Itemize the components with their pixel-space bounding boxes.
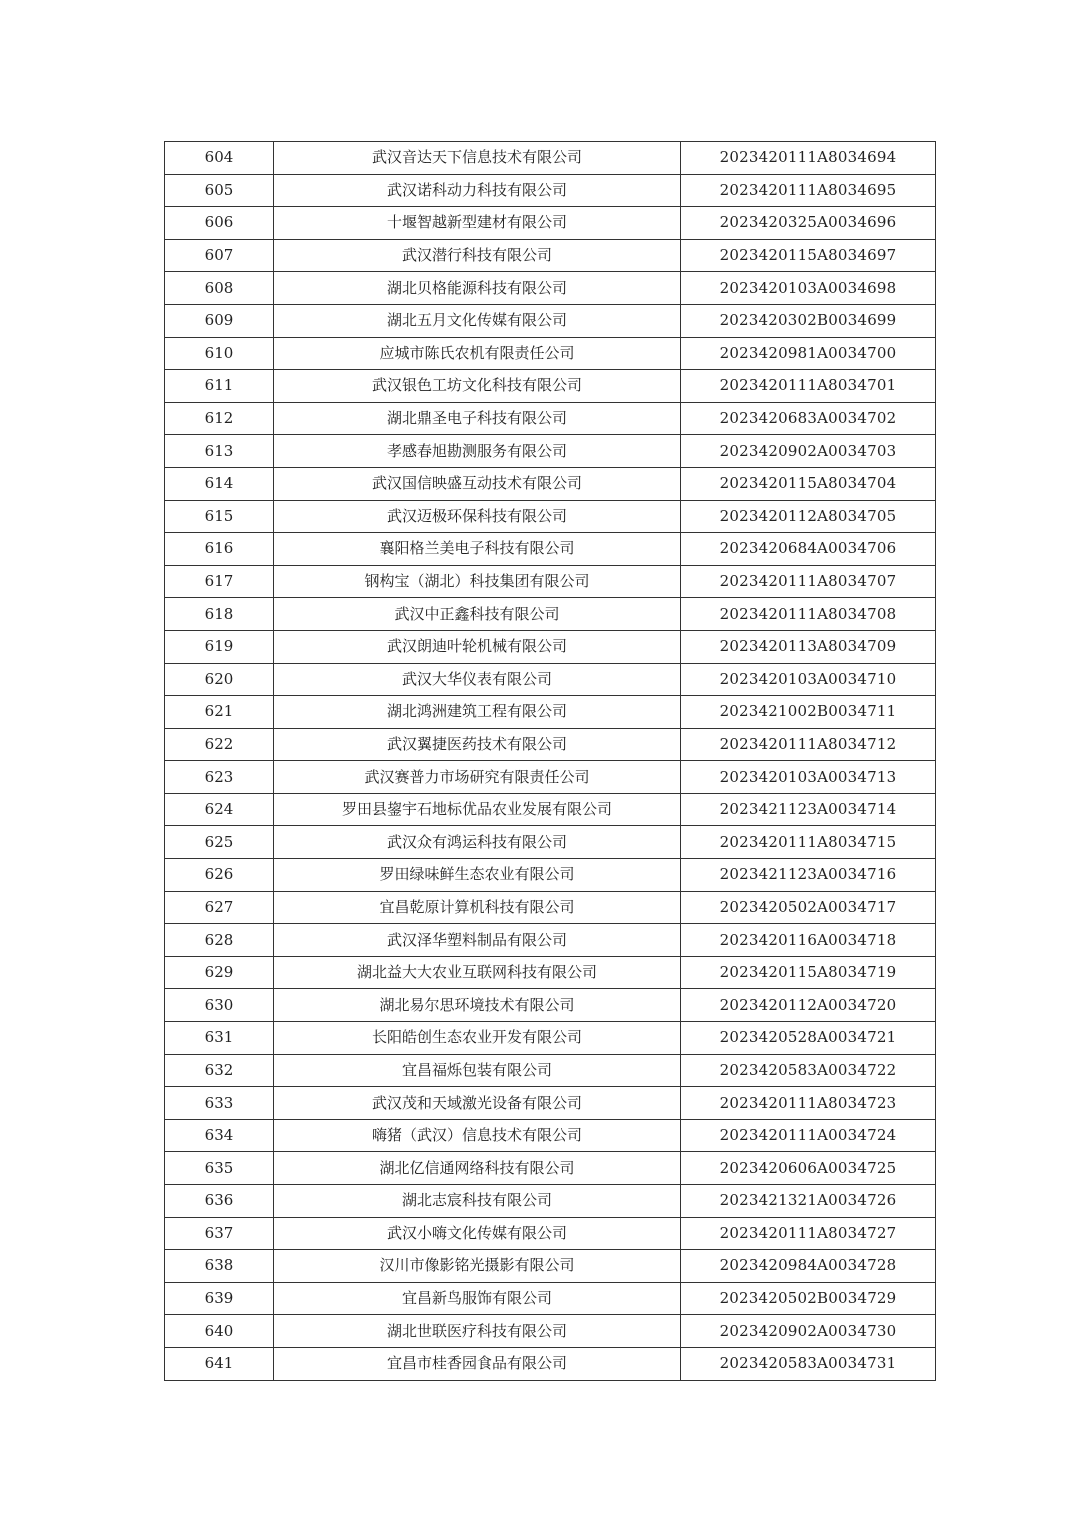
company-name-cell: 宜昌乾原计算机科技有限公司 bbox=[274, 891, 681, 924]
row-number-cell: 616 bbox=[165, 533, 274, 566]
table-row bbox=[165, 435, 936, 468]
table-row bbox=[165, 728, 936, 761]
company-registry-table bbox=[164, 141, 936, 1381]
row-number-cell: 614 bbox=[165, 467, 274, 500]
row-number-cell: 623 bbox=[165, 761, 274, 794]
row-number-cell: 621 bbox=[165, 696, 274, 729]
registry-table-body bbox=[165, 142, 936, 1381]
registration-code-cell: 2023420981A0034700 bbox=[681, 337, 936, 370]
table-row bbox=[165, 1022, 936, 1055]
table-row bbox=[165, 761, 936, 794]
registration-code-cell: 2023420606A0034725 bbox=[681, 1152, 936, 1185]
company-name-cell: 武汉中正鑫科技有限公司 bbox=[274, 598, 681, 631]
row-number-cell: 640 bbox=[165, 1315, 274, 1348]
registration-code-cell: 2023420103A0034698 bbox=[681, 272, 936, 305]
registration-code-cell: 2023420984A0034728 bbox=[681, 1250, 936, 1283]
registration-code-cell: 2023420103A0034710 bbox=[681, 663, 936, 696]
registration-code-cell: 2023420684A0034706 bbox=[681, 533, 936, 566]
registration-code-cell: 2023420113A8034709 bbox=[681, 630, 936, 663]
table-row bbox=[165, 663, 936, 696]
registration-code-cell: 2023421123A0034714 bbox=[681, 793, 936, 826]
table-row bbox=[165, 826, 936, 859]
registration-code-cell: 2023420111A8034727 bbox=[681, 1217, 936, 1250]
company-name-cell: 孝感春旭勘测服务有限公司 bbox=[274, 435, 681, 468]
company-name-cell: 湖北益大大农业互联网科技有限公司 bbox=[274, 956, 681, 989]
registration-code-cell: 2023421123A0034716 bbox=[681, 859, 936, 892]
table-row bbox=[165, 1185, 936, 1218]
row-number-cell: 606 bbox=[165, 207, 274, 240]
table-row bbox=[165, 467, 936, 500]
row-number-cell: 617 bbox=[165, 565, 274, 598]
table-row bbox=[165, 696, 936, 729]
table-row bbox=[165, 598, 936, 631]
row-number-cell: 615 bbox=[165, 500, 274, 533]
table-row bbox=[165, 304, 936, 337]
company-name-cell: 武汉朗迪叶轮机械有限公司 bbox=[274, 630, 681, 663]
row-number-cell: 628 bbox=[165, 924, 274, 957]
table-row bbox=[165, 370, 936, 403]
table-row bbox=[165, 1087, 936, 1120]
registration-code-cell: 2023420502B0034729 bbox=[681, 1282, 936, 1315]
company-name-cell: 湖北鼎圣电子科技有限公司 bbox=[274, 402, 681, 435]
company-name-cell: 武汉赛普力市场研究有限责任公司 bbox=[274, 761, 681, 794]
row-number-cell: 622 bbox=[165, 728, 274, 761]
row-number-cell: 610 bbox=[165, 337, 274, 370]
row-number-cell: 605 bbox=[165, 174, 274, 207]
registration-code-cell: 2023420115A8034704 bbox=[681, 467, 936, 500]
company-name-cell: 宜昌福烁包装有限公司 bbox=[274, 1054, 681, 1087]
table-row bbox=[165, 1152, 936, 1185]
registration-code-cell: 2023420112A8034705 bbox=[681, 500, 936, 533]
company-name-cell: 罗田绿味鲜生态农业有限公司 bbox=[274, 859, 681, 892]
company-name-cell: 武汉诺科动力科技有限公司 bbox=[274, 174, 681, 207]
company-name-cell: 武汉茂和天域激光设备有限公司 bbox=[274, 1087, 681, 1120]
table-row bbox=[165, 174, 936, 207]
table-row bbox=[165, 1282, 936, 1315]
row-number-cell: 634 bbox=[165, 1119, 274, 1152]
row-number-cell: 631 bbox=[165, 1022, 274, 1055]
registration-code-cell: 2023420583A0034722 bbox=[681, 1054, 936, 1087]
registration-code-cell: 2023421321A0034726 bbox=[681, 1185, 936, 1218]
row-number-cell: 604 bbox=[165, 142, 274, 175]
table-row bbox=[165, 500, 936, 533]
registration-code-cell: 2023420302B0034699 bbox=[681, 304, 936, 337]
table-row bbox=[165, 533, 936, 566]
registration-code-cell: 2023420902A0034730 bbox=[681, 1315, 936, 1348]
registration-code-cell: 2023420115A8034697 bbox=[681, 239, 936, 272]
company-name-cell: 武汉潜行科技有限公司 bbox=[274, 239, 681, 272]
table-row bbox=[165, 565, 936, 598]
company-name-cell: 襄阳格兰美电子科技有限公司 bbox=[274, 533, 681, 566]
company-name-cell: 武汉国信映盛互动技术有限公司 bbox=[274, 467, 681, 500]
table-row bbox=[165, 1054, 936, 1087]
company-name-cell: 武汉大华仪表有限公司 bbox=[274, 663, 681, 696]
table-row bbox=[165, 1217, 936, 1250]
row-number-cell: 629 bbox=[165, 956, 274, 989]
table-row bbox=[165, 891, 936, 924]
table-row bbox=[165, 272, 936, 305]
company-name-cell: 罗田县鋆宇石地标优品农业发展有限公司 bbox=[274, 793, 681, 826]
company-name-cell: 武汉众有鸿运科技有限公司 bbox=[274, 826, 681, 859]
company-name-cell: 长阳皓创生态农业开发有限公司 bbox=[274, 1022, 681, 1055]
registration-code-cell: 2023420502A0034717 bbox=[681, 891, 936, 924]
company-name-cell: 武汉翼捷医药技术有限公司 bbox=[274, 728, 681, 761]
row-number-cell: 636 bbox=[165, 1185, 274, 1218]
row-number-cell: 607 bbox=[165, 239, 274, 272]
row-number-cell: 635 bbox=[165, 1152, 274, 1185]
row-number-cell: 608 bbox=[165, 272, 274, 305]
company-name-cell: 应城市陈氏农机有限责任公司 bbox=[274, 337, 681, 370]
row-number-cell: 627 bbox=[165, 891, 274, 924]
table-row bbox=[165, 239, 936, 272]
row-number-cell: 633 bbox=[165, 1087, 274, 1120]
company-name-cell: 武汉小嗨文化传媒有限公司 bbox=[274, 1217, 681, 1250]
registration-code-cell: 2023420115A8034719 bbox=[681, 956, 936, 989]
row-number-cell: 611 bbox=[165, 370, 274, 403]
table-row bbox=[165, 1347, 936, 1380]
registration-code-cell: 2023420112A0034720 bbox=[681, 989, 936, 1022]
row-number-cell: 639 bbox=[165, 1282, 274, 1315]
row-number-cell: 619 bbox=[165, 630, 274, 663]
company-name-cell: 宜昌新鸟服饰有限公司 bbox=[274, 1282, 681, 1315]
table-row bbox=[165, 207, 936, 240]
company-name-cell: 武汉泽华塑料制品有限公司 bbox=[274, 924, 681, 957]
row-number-cell: 632 bbox=[165, 1054, 274, 1087]
row-number-cell: 612 bbox=[165, 402, 274, 435]
table-row bbox=[165, 630, 936, 663]
registration-code-cell: 2023420111A8034708 bbox=[681, 598, 936, 631]
row-number-cell: 641 bbox=[165, 1347, 274, 1380]
registration-code-cell: 2023420528A0034721 bbox=[681, 1022, 936, 1055]
table-row bbox=[165, 859, 936, 892]
row-number-cell: 638 bbox=[165, 1250, 274, 1283]
row-number-cell: 613 bbox=[165, 435, 274, 468]
company-name-cell: 钢构宝（湖北）科技集团有限公司 bbox=[274, 565, 681, 598]
registration-code-cell: 2023420111A8034712 bbox=[681, 728, 936, 761]
table-row bbox=[165, 1250, 936, 1283]
row-number-cell: 618 bbox=[165, 598, 274, 631]
registration-code-cell: 2023420111A8034694 bbox=[681, 142, 936, 175]
registration-code-cell: 2023420583A0034731 bbox=[681, 1347, 936, 1380]
table-row bbox=[165, 142, 936, 175]
registration-code-cell: 2023420325A0034696 bbox=[681, 207, 936, 240]
registration-code-cell: 2023420111A8034707 bbox=[681, 565, 936, 598]
company-name-cell: 十堰智越新型建材有限公司 bbox=[274, 207, 681, 240]
registration-code-cell: 2023420683A0034702 bbox=[681, 402, 936, 435]
company-name-cell: 汉川市像影铭光摄影有限公司 bbox=[274, 1250, 681, 1283]
row-number-cell: 625 bbox=[165, 826, 274, 859]
company-name-cell: 湖北五月文化传媒有限公司 bbox=[274, 304, 681, 337]
row-number-cell: 624 bbox=[165, 793, 274, 826]
row-number-cell: 630 bbox=[165, 989, 274, 1022]
company-name-cell: 湖北鸿洲建筑工程有限公司 bbox=[274, 696, 681, 729]
table-row bbox=[165, 989, 936, 1022]
registration-code-cell: 2023420111A0034724 bbox=[681, 1119, 936, 1152]
company-name-cell: 宜昌市桂香园食品有限公司 bbox=[274, 1347, 681, 1380]
table-row bbox=[165, 402, 936, 435]
registration-code-cell: 2023420111A8034723 bbox=[681, 1087, 936, 1120]
company-name-cell: 湖北贝格能源科技有限公司 bbox=[274, 272, 681, 305]
row-number-cell: 620 bbox=[165, 663, 274, 696]
table-row bbox=[165, 1119, 936, 1152]
table-row bbox=[165, 924, 936, 957]
registration-code-cell: 2023421002B0034711 bbox=[681, 696, 936, 729]
company-name-cell: 湖北世联医疗科技有限公司 bbox=[274, 1315, 681, 1348]
company-name-cell: 湖北志宸科技有限公司 bbox=[274, 1185, 681, 1218]
registration-code-cell: 2023420902A0034703 bbox=[681, 435, 936, 468]
company-name-cell: 武汉迈极环保科技有限公司 bbox=[274, 500, 681, 533]
company-name-cell: 武汉音达天下信息技术有限公司 bbox=[274, 142, 681, 175]
company-name-cell: 湖北易尔思环境技术有限公司 bbox=[274, 989, 681, 1022]
registration-code-cell: 2023420111A8034695 bbox=[681, 174, 936, 207]
row-number-cell: 626 bbox=[165, 859, 274, 892]
table-row bbox=[165, 956, 936, 989]
company-name-cell: 湖北亿信通网络科技有限公司 bbox=[274, 1152, 681, 1185]
registration-code-cell: 2023420111A8034715 bbox=[681, 826, 936, 859]
row-number-cell: 637 bbox=[165, 1217, 274, 1250]
registration-code-cell: 2023420116A0034718 bbox=[681, 924, 936, 957]
table-row bbox=[165, 793, 936, 826]
table-row bbox=[165, 337, 936, 370]
company-name-cell: 武汉银色工坊文化科技有限公司 bbox=[274, 370, 681, 403]
company-name-cell: 嗨猪（武汉）信息技术有限公司 bbox=[274, 1119, 681, 1152]
table-row bbox=[165, 1315, 936, 1348]
registration-code-cell: 2023420111A8034701 bbox=[681, 370, 936, 403]
registration-code-cell: 2023420103A0034713 bbox=[681, 761, 936, 794]
row-number-cell: 609 bbox=[165, 304, 274, 337]
